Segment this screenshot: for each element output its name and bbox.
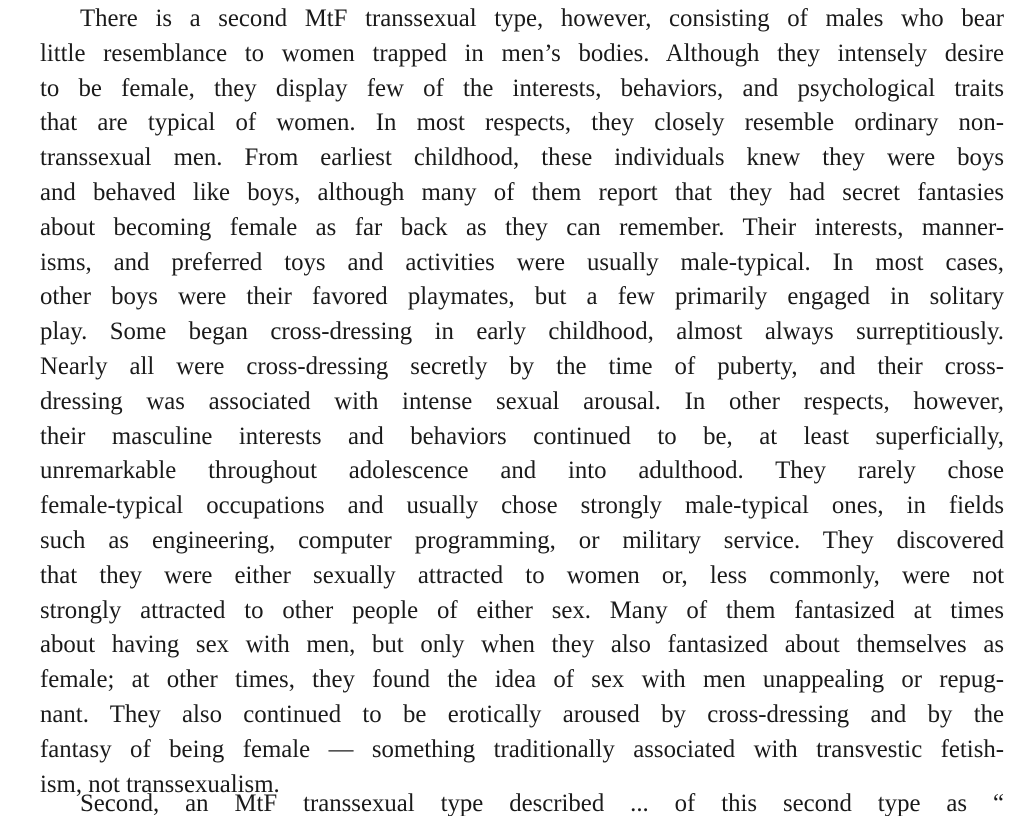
text-line: that they were either sexually attracted to women or, less commonly, were not [40, 561, 1004, 589]
text-line-last: ism, not transsexualism. [40, 770, 280, 798]
text-line: fantasy of being female — something traditionally associated with transvestic fetish- [40, 735, 1004, 763]
text-line: their masculine interests and behaviors continued to be, at least superficially, [40, 422, 1004, 450]
text-line: other boys were their favored playmates, but a few primarily engaged in solitary [40, 283, 1004, 311]
text-line: about becoming female as far back as they can remember. Their interests, manner- [40, 213, 1004, 241]
text-line: dressing was associated with intense sexual arousal. In other respects, however, [40, 387, 1004, 415]
text-line: female-typical occupations and usually chose strongly male-typical ones, in fields [40, 492, 1004, 520]
text-line: to be female, they display few of the interests, behaviors, and psychological traits [40, 74, 1004, 102]
text-line: such as engineering, computer programming, or military service. They discovered [40, 527, 1004, 554]
text-line: female; at other times, they found the idea of sex with men unappealing or repug- [40, 666, 1004, 694]
text-line: Nearly all were cross-dressing secretly by the time of puberty, and their cross- [40, 353, 1004, 380]
text-line: little resemblance to women trapped in men’s bodies. Although they intensely desire [40, 39, 1004, 67]
text-line: that are typical of women. In most respects, they closely resemble ordinary non- [40, 109, 1004, 137]
text-line: transsexual men. From earliest childhood, these individuals knew they were boys [40, 144, 1004, 172]
text-line: nant. They also continued to be erotically aroused by cross-dressing and by the [40, 701, 1004, 728]
text-line: play. Some began cross-dressing in early childhood, almost always surreptitiously. [40, 318, 1004, 346]
text-line: unremarkable throughout adolescence and into adulthood. They rarely chose [40, 457, 1004, 485]
text-line: and behaved like boys, although many of them report that they had secret fantasies [40, 179, 1004, 206]
text-line: about having sex with men, but only when they also fantasized about themselves as [40, 631, 1004, 659]
text-line: There is a second MtF transsexual type, however, consisting of males who bear [80, 5, 1004, 32]
text-line: strongly attracted to other people of either sex. Many of them fantasized at times [40, 596, 1004, 624]
text-line: isms, and preferred toys and activities were usually male-typical. In most cases, [40, 248, 1004, 276]
text-line-cut-off: Second, an MtF transsexual type described ... of this second type as “ [80, 790, 1004, 816]
